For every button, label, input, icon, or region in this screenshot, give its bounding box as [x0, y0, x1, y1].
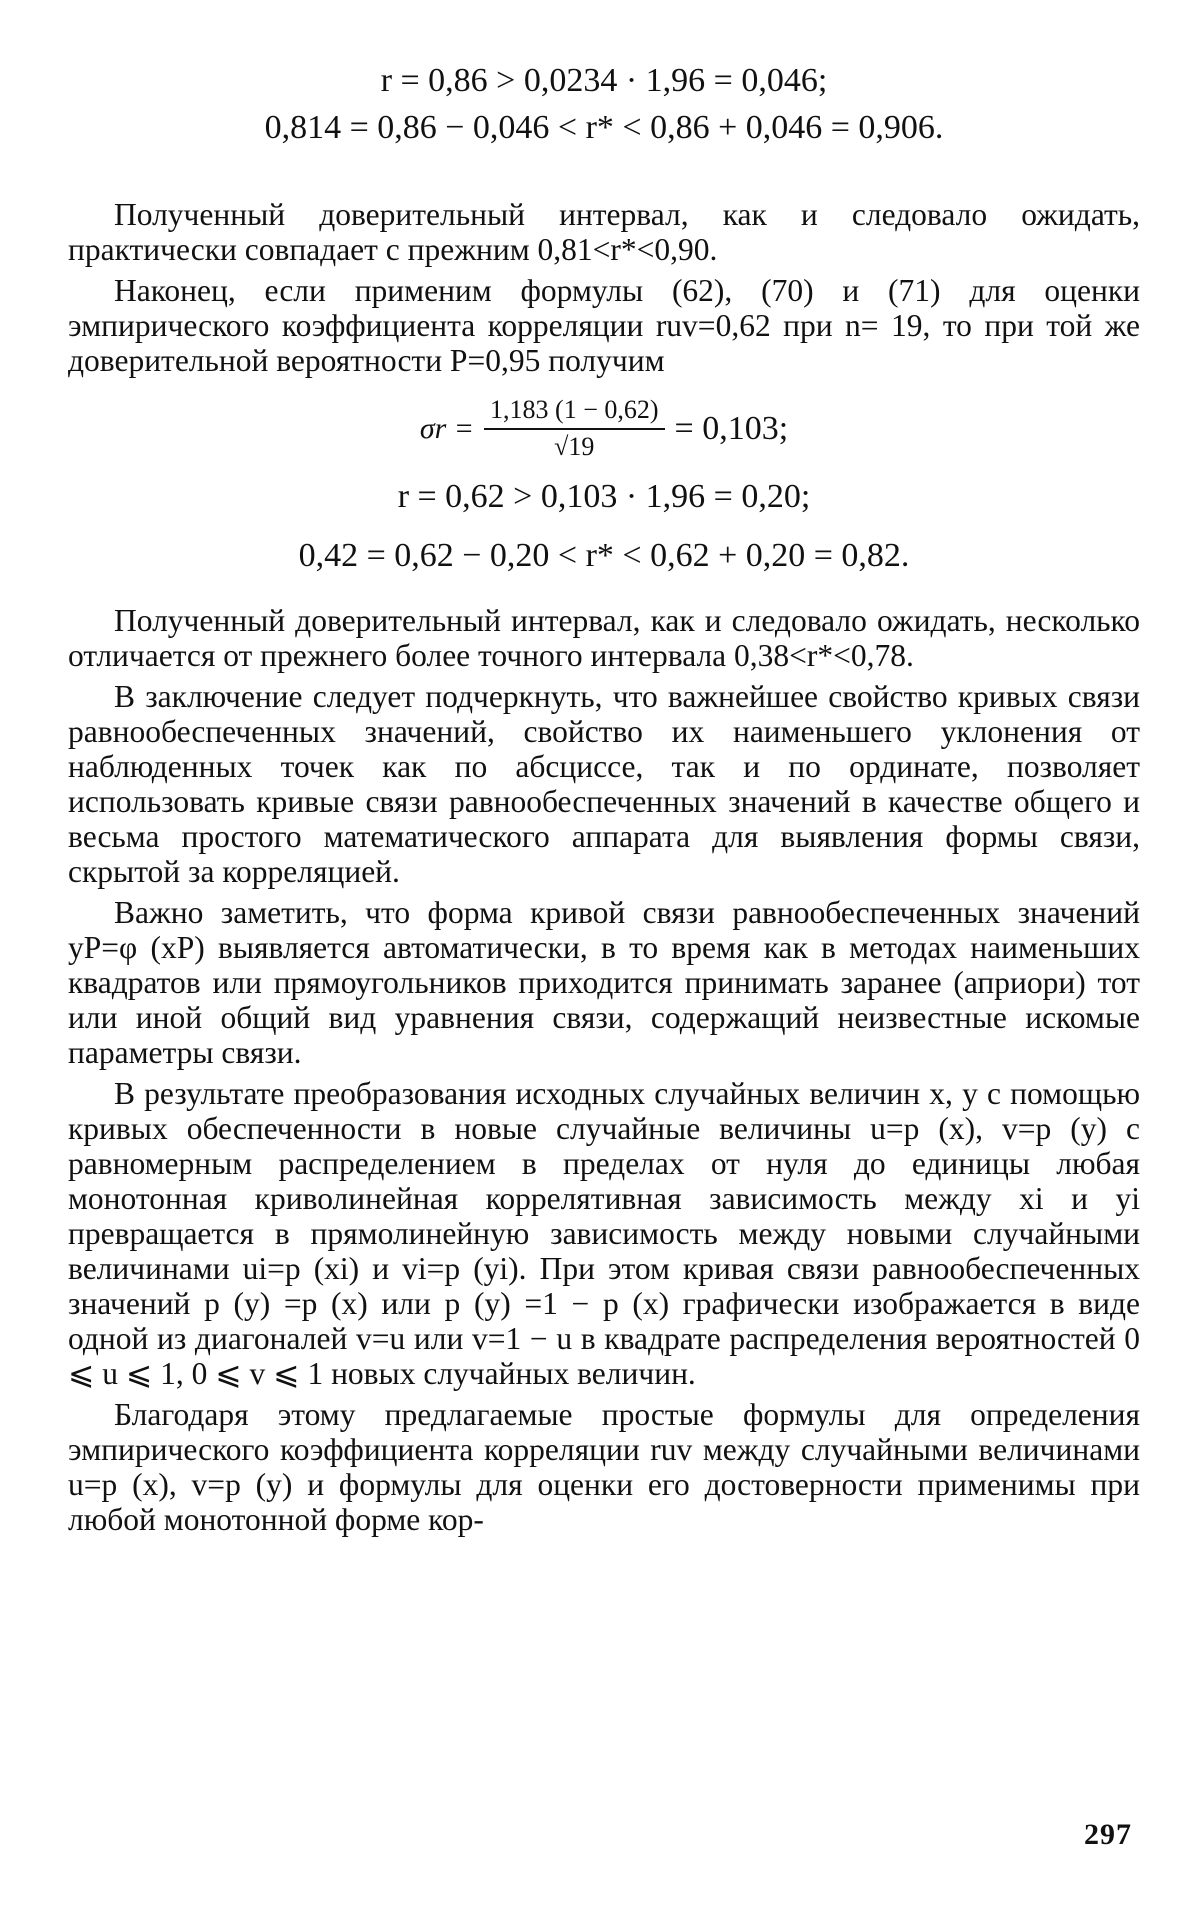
equation-confidence-interval-2: 0,42 = 0,62 − 0,20 < r* < 0,62 + 0,20 = 0,82.: [298, 536, 910, 574]
equation-confidence-interval-1: 0,814 = 0,86 − 0,046 < r* < 0,86 + 0,046 = 0,906.: [264, 108, 944, 146]
page-number: 297: [1084, 1818, 1132, 1851]
equation-sigma-lhs: σr =: [419, 412, 475, 445]
paragraph-formulas-applicable: Благодаря этому предлагаемые простые формулы для определения эмпирического коэффициента корреляции ruv между случайными величинами u=p (x), v=p (y) и формулы для оценки его достоверности применимы при любой монотонной форме кор-: [68, 1397, 1140, 1537]
paragraph-automatic-form: Важно заметить, что форма кривой связи равнообеспеченных значений yP=φ (xP) выявляется автоматически, в то время как в методах наименьших квадратов или прямоугольников приходится принимать заранее (априори) тот или иной общий вид уравнения связи, содержащий неизвестные искомые параметры связи.: [68, 895, 1140, 1070]
fraction: [484, 394, 664, 464]
equation-sigma-r: [68, 394, 1140, 464]
paragraph-apply-formulas: Наконец, если применим формулы (62), (70) и (71) для оценки эмпирического коэффициента корреляции ruv=0,62 при n= 19, то при той же доверительной вероятности P=0,95 получим: [68, 273, 1140, 378]
paragraph-conclusion: В заключение следует подчеркнуть, что важнейшее свойство кривых связи равнообеспеченных значений, свойство их наименьшего уклонения от наблюденных точек как по абсциссе, так и по ординате, позволяет использовать кривые связи равнообеспеченных значений в качестве общего и весьма простого математического аппарата для выявления формы связи, скрытой за корреляцией.: [68, 679, 1140, 889]
paragraph-transformation: В результате преобразования исходных случайных величин x, y с помощью кривых обеспеченности в новые случайные величины u=p (x), v=p (y) с равномерным распределением в пределах от нуля до единицы любая монотонная криволинейная коррелятивная зависимость между xi и yi превращается в прямолинейную зависимость между новыми случайными величинами ui=p (xi) и vi=p (yi). При этом кривая связи равнообеспеченных значений p (y) =p (x) или p (y) =1 − p (x) графически изображается в виде одной из диагоналей v=u или v=1 − u в квадрате распределения вероятностей 0 ⩽ u ⩽ 1, 0 ⩽ v ⩽ 1 новых случайных величин.: [68, 1076, 1140, 1391]
equation-sigma-rhs: = 0,103;: [674, 410, 789, 447]
fraction-denominator: √19: [554, 432, 595, 461]
equation-r-check-2: r = 0,62 > 0,103 · 1,96 = 0,20;: [397, 478, 811, 515]
fraction-numerator: 1,183 (1 − 0,62): [484, 394, 664, 430]
paragraph-interval-coincides: Полученный доверительный интервал, как и следовало ожидать, практически совпадает с прежним 0,81<r*<0,90.: [68, 197, 1140, 267]
equation-r-check-1: r = 0,86 > 0,0234 · 1,96 = 0,046;: [380, 62, 828, 99]
paragraph-interval-differs: Полученный доверительный интервал, как и следовало ожидать, несколько отличается от прежнего более точного интервала 0,38<r*<0,78.: [68, 603, 1140, 673]
